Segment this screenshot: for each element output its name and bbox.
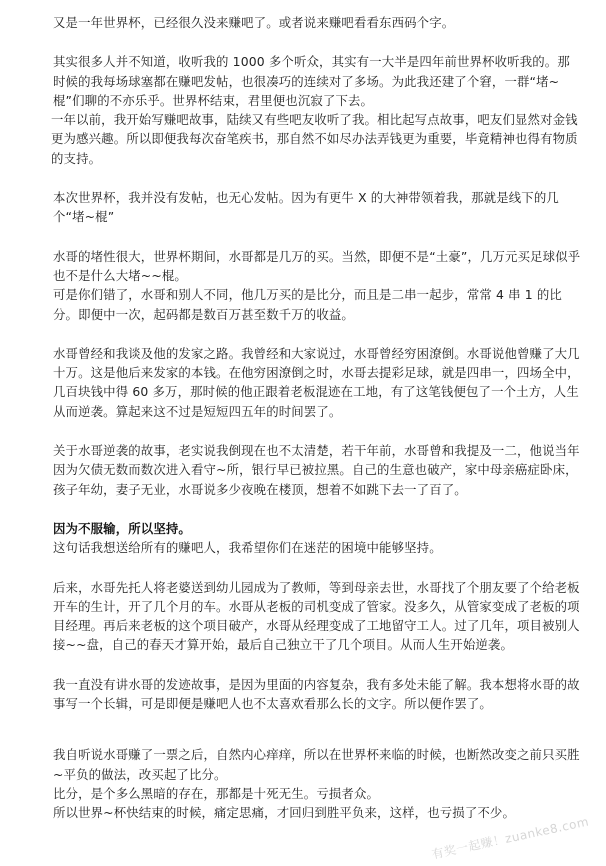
paragraph-3: 一年以前，我开始写赚吧故事，陆续又有些吧友收听了我。相比起写点故事，吧友们显然对金钱更为感兴趣。所以即便我每次奋笔疾书，那自然不如尽办法弄钱更为重要，毕竟精神也得有物质的支持。 [51, 112, 578, 166]
site-watermark: 有奖一起赚！zuanke8.com [430, 814, 590, 862]
paragraph-7: 水哥曾经和我谈及他的发家之路。我曾经和大家说过，水哥曾经穷困潦倒。水哥说他曾赚了大几十万。这是他后来发家的本钱。在他穷困潦倒之时，水哥去提彩足球，就是四串一，四场全中，几百块钱中得 60 多万，那时候的他正跟着老板混迹在工地，有了这笔钱便包了一个土方，人生从而逆袭。算起来这不过是短短四五年的时间罢了。 [53, 345, 580, 419]
paragraph-12: 我自听说水哥赚了一票之后，自然内心痒痒，所以在世界杯来临的时候，也断然改变之前只买胜~平负的做法，改买起了比分。 [53, 747, 580, 782]
highlight-sentence: 因为不服输，所以坚持。 [53, 520, 191, 536]
paragraph-9: 这句话我想送给所有的赚吧人，我希望你们在迷茫的困境中能够坚持。 [53, 540, 442, 556]
paragraph-gap [59, 499, 582, 519]
paragraph-14: 所以世界~杯快结束的时候，痛定思痛，才回归到胜平负来，这样，也亏损了不少。 [53, 805, 515, 821]
paragraph-gap [59, 713, 582, 733]
paragraph-6: 可是你们错了，水哥和别人不同，他几万买的是比分，而且是二串一起步，常常 4 串 1 的比分。即便中一次，起码都是数百万甚至数千万的收益。 [53, 287, 562, 322]
paragraph-gap [59, 168, 582, 188]
paragraph-13: 比分，是个多么黑暗的存在，那都是十死无生。亏损者众。 [53, 785, 380, 801]
paragraph-gap [59, 655, 582, 675]
paragraph-gap [59, 324, 582, 344]
paragraph-11: 我一直没有讲水哥的发迹故事，是因为里面的内容复杂，我有多处未能了解。我本想将水哥的故事写一个长辑，可是即便是赚吧人也不太喜欢看那么长的文字。所以便作罢了。 [53, 676, 580, 712]
paragraph-1: 又是一年世界杯，已经很久没来赚吧了。或者说来赚吧看看东西码个字。 [53, 15, 455, 30]
paragraph-8: 关于水哥逆袭的故事，老实说我倒现在也不太清楚，若干年前，水哥曾和我提及一二，他说当年因为欠债无数而数次进入看守~所，银行早已被拉黑。自己的生意也破产，家中母亲癌症卧床，孩子年幼，妻子无业，水哥说多少夜晚在楼顶，想着不如跳下去一了百了。 [53, 443, 580, 497]
paragraph-gap [59, 32, 582, 52]
paragraph-gap [59, 733, 582, 745]
paragraph-2: 其实很多人并不知道，收听我的 1000 多个听众，其实有一大半是四年前世界杯收听我的。那时候的我每场球塞都在赚吧发帖，也很凑巧的连续对了多场。为此我还建了个窘，一群“堵~棍”们聊的不亦乐乎。世界杯结束，君里便也沉寂了下去。 [53, 54, 570, 108]
paragraph-gap [59, 421, 582, 441]
paragraph-gap [59, 227, 582, 247]
paragraph-10: 后来，水哥先托人将老婆送到幼儿园成为了教师，等到母亲去世，水哥找了个朋友要了个给老板开车的生计，开了几个月的车。水哥从老板的司机变成了管家。没多久，从管家变成了老板的项目经理。再后来老板的这个项目破产，水哥从经理变成了工地留守工人。过了几年，项目被别人接~~盘，自己的春天才算开始，最后自己独立干了几个项目。从而人生开始逆袭。 [53, 579, 580, 653]
paragraph-5: 水哥的堵性很大，世界杯期间，水哥都是几万的买。当然，即便不是“土豪”，几万元买足球似乎也不是什么大堵~~棍。 [53, 248, 581, 283]
paragraph-gap [59, 558, 582, 578]
paragraph-4: 本次世界杯，我并没有发帖，也无心发帖。因为有更牛 X 的大神带领着我，那就是线下的几个“堵~棍” [53, 190, 559, 225]
